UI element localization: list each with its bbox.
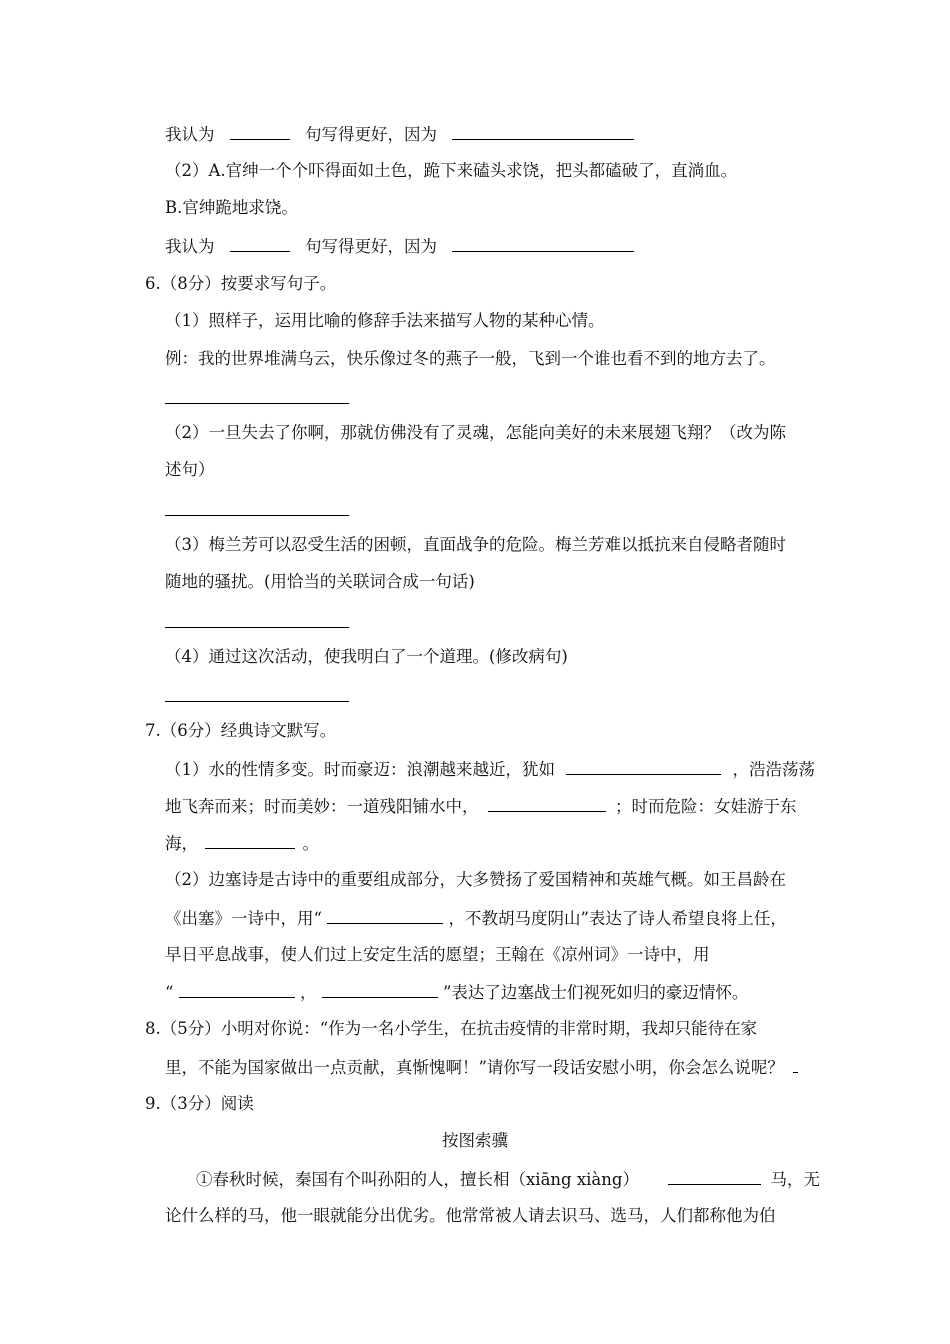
q7-part1-line2 [165,795,797,818]
q7-blank-3[interactable] [205,832,295,849]
q7-part2-line3-text: 早日平息战事，使人们过上安定生活的愿望；王翰在《凉州词》一诗中，用 [165,945,710,964]
q7-header: 7.（6分）经典诗文默写。 [145,721,337,740]
q7-part2-line3 [165,944,805,966]
q7-blank-6[interactable] [322,981,438,998]
q7-part1-line3 [165,832,319,855]
q5-choice1-line [165,123,634,146]
q5-choice2-line [165,235,634,258]
q6-part3-line1: （3）梅兰芳可以忍受生活的困顿，直面战争的危险。梅兰芳难以抵抗来自侵略者随时 [165,535,786,554]
q7-part2-line4-open-quote: “ [165,983,174,1002]
q6-answer1-line[interactable] [165,403,349,404]
q6-part2-line1-text: （2）一旦失去了你啊，那就仿佛没有了灵魂，怎能向美好的未来展翅飞翔？（改为陈 [165,423,786,442]
q6-answer2-line[interactable] [165,515,349,516]
q7-part1-line2-text-a: 地飞奔而来；时而美妙：一道残阳铺水中， [165,797,479,816]
q7-blank-2[interactable] [488,795,606,812]
q6-answer4-line[interactable] [165,701,349,702]
q7-part1-line1-text-a: （1）水的性情多变。时而豪迈：浪潮越来越近，犹如 [165,760,555,779]
q5-choice1-middle: 句写得更好，因为 [305,125,437,144]
q5-choice2-blank[interactable] [230,235,290,252]
q8-answer-blank[interactable] [793,1056,798,1073]
q7-part1-line3-text-a: 海， [165,834,198,853]
q9-para1-line1-text-a: ①春秋时候，秦国有个叫孙阳的人，擅长相（xiāng xiàng） [196,1170,639,1189]
q8-line1: 8.（5分）小明对你说：“作为一名小学生，在抗击疫情的非常时期，我却只能待在家 [145,1019,758,1038]
q9-para1-line1-text-b: 马，无 [770,1170,820,1189]
q6-part2-line2: 述句） [165,460,215,479]
q5-part2-a: （2）A.官绅一个个吓得面如土色，跪下来磕头求饶，把头都磕破了，直淌血。 [165,161,738,180]
q6-part3-line2: 随地的骚扰。(用恰当的关联词合成一句话) [165,572,475,591]
q7-part1-line3-text-b: 。 [302,834,319,853]
q6-part1: （1）照样子，运用比喻的修辞手法来描写人物的某种心情。 [165,311,605,330]
q7-part2-line2 [165,907,787,930]
q6-part4: （4）通过这次活动，使我明白了一个道理。(修改病句) [165,647,568,666]
q7-part1-line2-text-b: ；时而危险：女娃游于东 [615,797,797,816]
q5-part2-b: B.官绅跪地求饶。 [165,198,298,217]
q7-part2-line4-text: ”表达了边塞战士们视死如归的豪迈情怀。 [442,983,749,1002]
q5-reason2-blank[interactable] [452,235,634,252]
q7-part2-line1: （2）边塞诗是古诗中的重要组成部分，大多赞扬了爱国精神和英雄气概。如王昌龄在 [165,870,786,889]
q5-choice1-blank[interactable] [230,123,290,140]
q5-choice1-prefix: 我认为 [165,125,215,144]
q7-part2-line4 [165,981,748,1004]
q9-header: 9.（3分）阅读 [145,1094,254,1113]
q6-header: 6.（8分）按要求写句子。 [145,274,337,293]
q6-part1-example: 例：我的世界堆满乌云，快乐像过冬的燕子一般，飞到一个谁也看不到的地方去了。 [165,349,776,368]
q7-part2-line4-comma: ， [299,983,317,1002]
q5-choice2-middle: 句写得更好，因为 [305,237,437,256]
q9-passage-title: 按图索骥 [442,1131,508,1150]
q7-blank-4[interactable] [327,907,443,924]
q7-part1-line1-text-b: ，浩浩荡荡 [732,760,815,779]
q7-part2-line2-text-a: 《出塞》一诗中，用“ [165,909,322,928]
q9-blank-1[interactable] [668,1168,761,1185]
q7-blank-1[interactable] [566,758,721,775]
q6-answer3-line[interactable] [165,627,349,628]
q7-part2-line2-text-b: ，不教胡马度阴山”表达了诗人希望良将上任， [448,909,787,928]
q7-blank-5[interactable] [179,981,295,998]
q6-part2-line1 [165,422,805,444]
q7-part1-line1 [165,758,815,781]
q9-para1-line1 [196,1168,820,1191]
q8-line2 [165,1056,798,1079]
q9-para1-line2: 论什么样的马，他一眼就能分出优劣。他常常被人请去识马、选马，人们都称他为伯 [165,1206,776,1225]
q5-reason1-blank[interactable] [452,123,634,140]
q5-choice2-prefix: 我认为 [165,237,215,256]
q8-line2-text: 里，不能为国家做出一点贡献，真惭愧啊！”请你写一段话安慰小明，你会怎么说呢？ [165,1058,784,1077]
